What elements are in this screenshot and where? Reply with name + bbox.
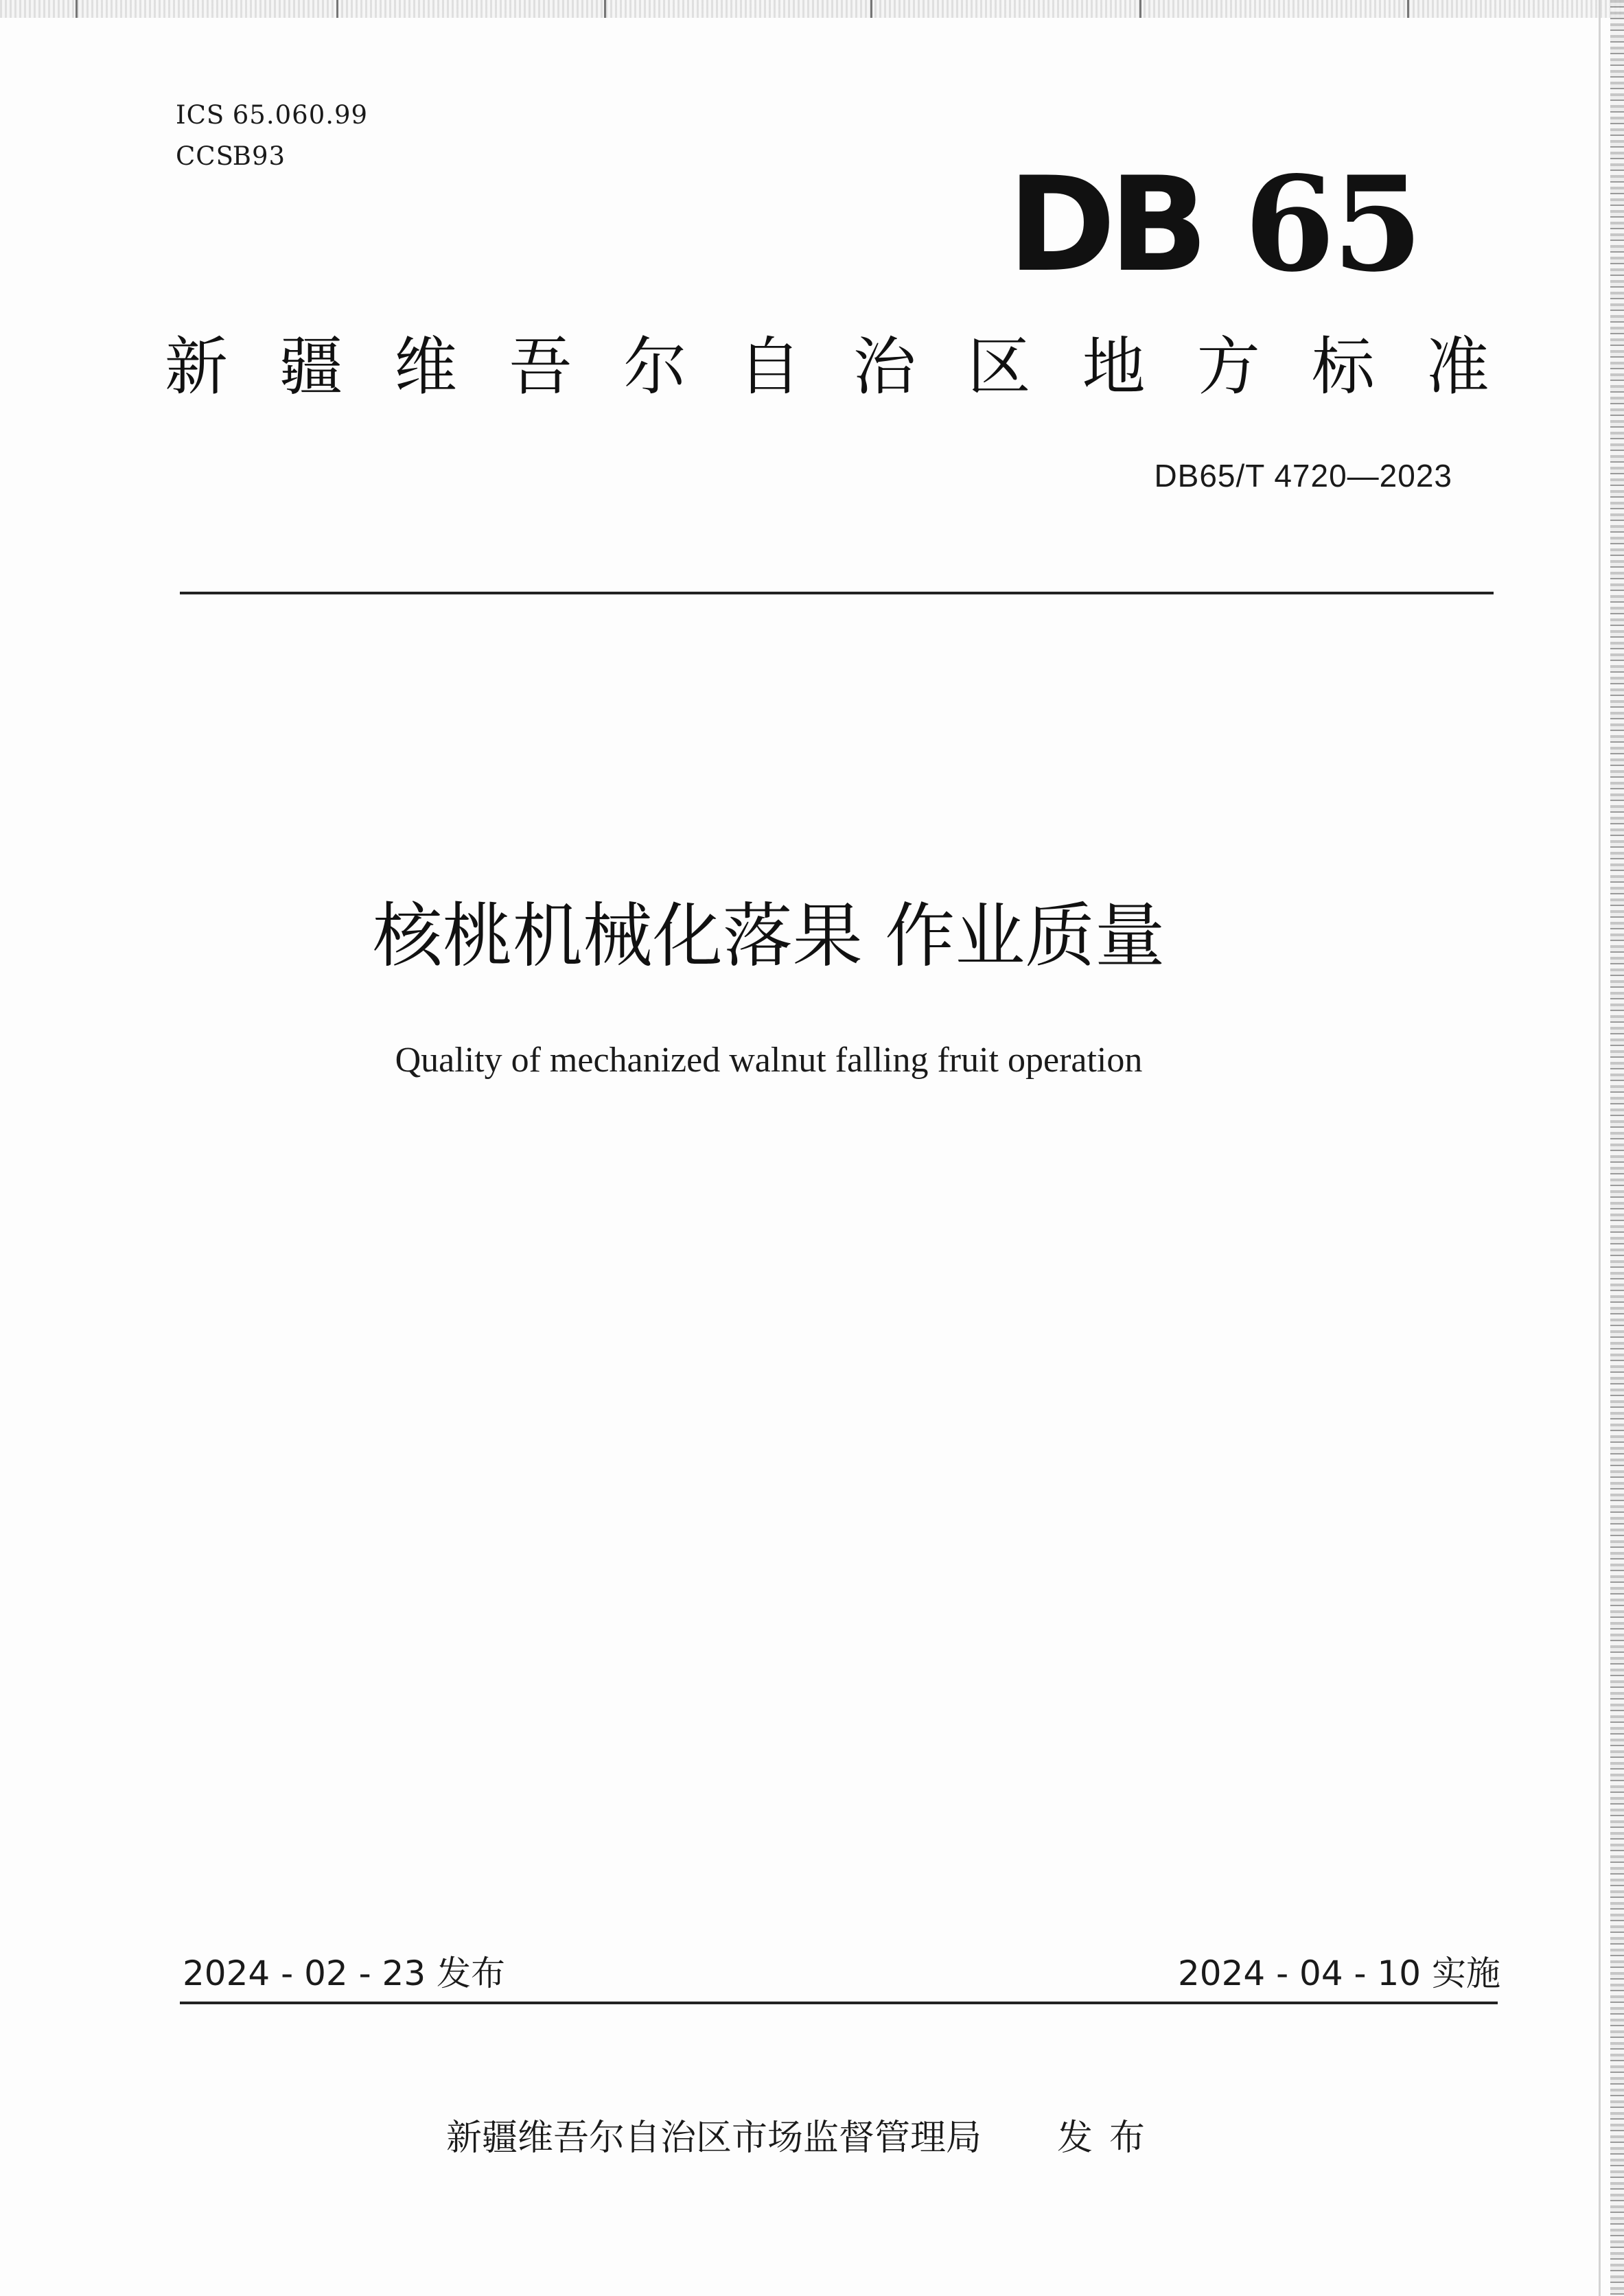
standard-type-char: 自 [738,330,802,404]
standard-type-char: 区 [967,330,1031,404]
standard-type-char: 吾 [509,330,572,404]
standard-type-char: 尔 [623,330,687,404]
ics-row [176,95,368,136]
standard-number: DB65/T 4720—2023 [1154,458,1452,494]
standard-type-heading [165,329,1489,405]
standard-type-char: 标 [1311,330,1375,404]
classification-codes [176,95,368,177]
issue-date: 2024 - 02 - 23 发布 [183,1953,506,1993]
bottom-divider [180,2002,1498,2004]
standard-type-char: 维 [394,330,458,404]
db-logo [1008,148,1421,301]
standard-type-char: 地 [1082,330,1146,404]
publisher-name: 新疆维吾尔自治区市场监督管理局 [446,2118,982,2159]
publisher-line [446,2111,1161,2166]
standard-type-char: 方 [1196,330,1260,404]
scan-artifact-edge [1610,0,1624,2296]
logo-text: DB [1008,149,1202,301]
implementation-date: 2024 - 04 - 10 实施 [1177,1953,1500,1993]
standard-type-char: 疆 [279,330,343,404]
ccs-value: B93 [232,141,286,171]
ics-label: ICS [176,100,225,130]
scan-artifact-top [0,0,1624,18]
top-divider [180,592,1494,594]
ccs-label: CCS [176,141,234,171]
standard-type-char: 治 [852,330,916,404]
document-title-chinese: 核桃机械化落果 作业质量 [372,896,1165,977]
ccs-row [176,136,368,177]
standard-type-char: 新 [165,330,229,404]
document-title-english: Quality of mechanized walnut falling fruit operation [395,1041,1143,1080]
standard-type-char: 准 [1426,330,1489,404]
ics-value: 65.060.99 [232,100,369,130]
publisher-action: 发布 [1057,2118,1162,2159]
logo-number: 65 [1244,148,1421,301]
scan-artifact-line [1599,0,1601,2296]
